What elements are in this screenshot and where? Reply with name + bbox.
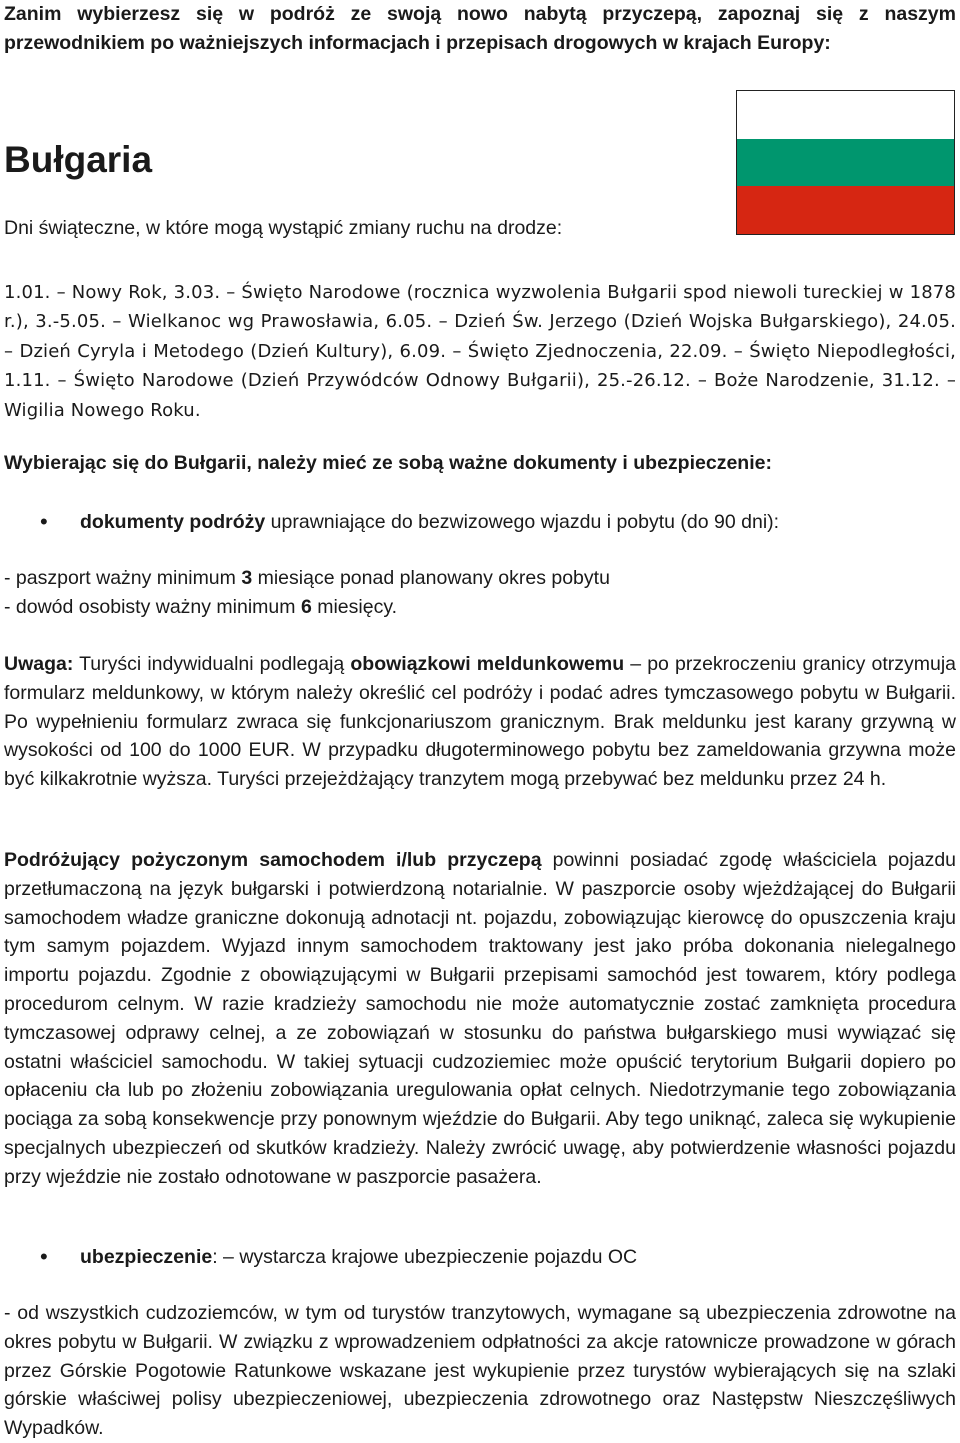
passport-requirement (4, 564, 956, 593)
borrowed-vehicle-paragraph (4, 846, 956, 1192)
flag-stripe-green (737, 139, 954, 187)
id-card-requirement (4, 593, 956, 622)
holidays-list: 1.01. – Nowy Rok, 3.03. – Święto Narodowe (rocznica wyzwolenia Bułgarii spod niewoli tureckiej w 1878 r.), 3.-5.05. – Wielkanoc wg Prawosławia, 6.05. – Dzień Św. Jerzego (Dzień Wojska Bułgarskiego), 24.05. – Dzień Cyryla i Metodego (Dzień Kultury), 6.09. – Święto Zjednoczenia, 22.09. – Święto Niepodległości, 1.11. – Święto Narodowe (Dzień Przywódców Odnowy Bułgarii), 25.-26.12. – Boże Narodzenie, 31.12. – Wigilia Nowego Roku. (4, 282, 956, 421)
insurance-label: ubezpieczenie (80, 1246, 213, 1268)
id-card-prefix: - dowód osobisty ważny minimum (4, 596, 301, 618)
borrowed-vehicle-text: powinni posiadać zgodę właściciela pojazdu przetłumaczoną na język bułgarski i potwierdzoną notarialnie. W paszporcie osoby wjeżdżającej do Bułgarii samochodem władze graniczne dokonują adnotacji nt. pojazdu, zobowiązując kierowcę do opuszczenia kraju tym samym pojazdem. Wyjazd innym samochodem traktowany jest jako próba dokonania nielegalnego importu pojazdu. Zgodnie z obowiązującymi w Bułgarii przepisami samochód jest towarem, który podlega procedurom celnym. W razie kradzieży samochodu nie może automatycznie zostać zamknięta procedura tymczasowej odprawy celnej, a ze zobowiązań w stosunku do państwa bułgarskiego musi wywiązać się ostatni właściciel samochodu. W takiej sytuacji cudzoziemiec może opuścić terytorium Bułgarii dopiero po opłaceniu cła lub po złożeniu zobowiązania uregulowania opłat celnych. Niedotrzymanie tego zobowiązania pociąga za sobą konsekwencje przy ponownym wjeździe do Bułgarii. Aby tego uniknąć, zaleca się wykupienie specjalnych ubezpieczeń od skutków kradzieży. Należy zwrócić uwagę, aby potwierdzenie własności pojazdu przy wjeździe nie zostało odnotowane w paszporcie pasażera. (4, 849, 957, 1188)
health-insurance-paragraph: - od wszystkich cudzoziemców, w tym od turystów tranzytowych, wymagane są ubezpieczenia zdrowotne na okres pobytu w Bułgarii. W związku z wprowadzeniem odpłatności za akcje ratownicze prowadzone w górach przez Górskie Pogotowie Ratunkowe wskazane jest wykupienie przez turystów wybierających się na szlaki górskie właściwej polisy ubezpieczeniowej, ubezpieczenia zdrowotnego oraz Następstw Nieszczęśliwych Wypadków. (4, 1302, 956, 1440)
borrowed-vehicle-label: Podróżujący pożyczonym samochodem i/lub przyczepą (4, 849, 542, 871)
insurance-text (80, 1243, 956, 1272)
travel-documents-description: uprawniające do bezwizowego wjazdu i pobytu (do 90 dni): (265, 511, 780, 533)
notice-label: Uwaga: (4, 653, 74, 675)
intro-paragraph: Zanim wybierzesz się w podróż ze swoją nowo nabytą przyczepą, zapoznaj się z naszym przewodnikiem po ważniejszych informacjach i przepisach drogowych w krajach Europy: (4, 3, 956, 54)
travel-documents-text (80, 508, 956, 537)
passport-suffix: miesiące ponad planowany okres pobytu (252, 567, 610, 589)
passport-months: 3 (241, 567, 253, 589)
insurance-description: : – wystarcza krajowe ubezpieczenie pojazdu OC (212, 1246, 638, 1268)
notice-part2: – po przekroczeniu granicy otrzymuja formularz meldunkowy, w którym należy określić cel podróży i podać adres tymczasowego pobytu w Bułgarii. Po wypełnieniu formularz zwraca się funkcjonariuszom granicznym. Brak meldunku jest karany grzywną w wysokości od 100 do 1000 EUR. W przypadku długoterminowego pobytu bez zameldowania grzywna może być kilkakrotnie wyższa. Turyści przejeżdżający tranzytem mogą przebywać bez meldunku przez 24 h. (4, 653, 956, 791)
bullet-icon: • (40, 509, 48, 534)
travel-documents-label: dokumenty podróży (80, 511, 266, 533)
documents-title: Wybierając się do Bułgarii, należy mieć ze sobą ważne dokumenty i ubezpieczenie: (4, 452, 772, 474)
holidays-title: Dni świąteczne, w które mogą wystąpić zmiany ruchu na drodze: (4, 217, 563, 239)
id-card-suffix: miesięcy. (311, 596, 398, 618)
bullet-icon: • (40, 1244, 48, 1269)
notice-part1: Turyści indywidualni podlegają (73, 653, 351, 675)
registration-notice (4, 650, 956, 794)
passport-prefix: - paszport ważny minimum (4, 567, 242, 589)
notice-bold: obowiązkowi meldunkowemu (350, 653, 625, 675)
flag-stripe-white (737, 91, 954, 139)
country-heading: Bułgaria (4, 139, 153, 180)
id-card-months: 6 (300, 596, 312, 618)
